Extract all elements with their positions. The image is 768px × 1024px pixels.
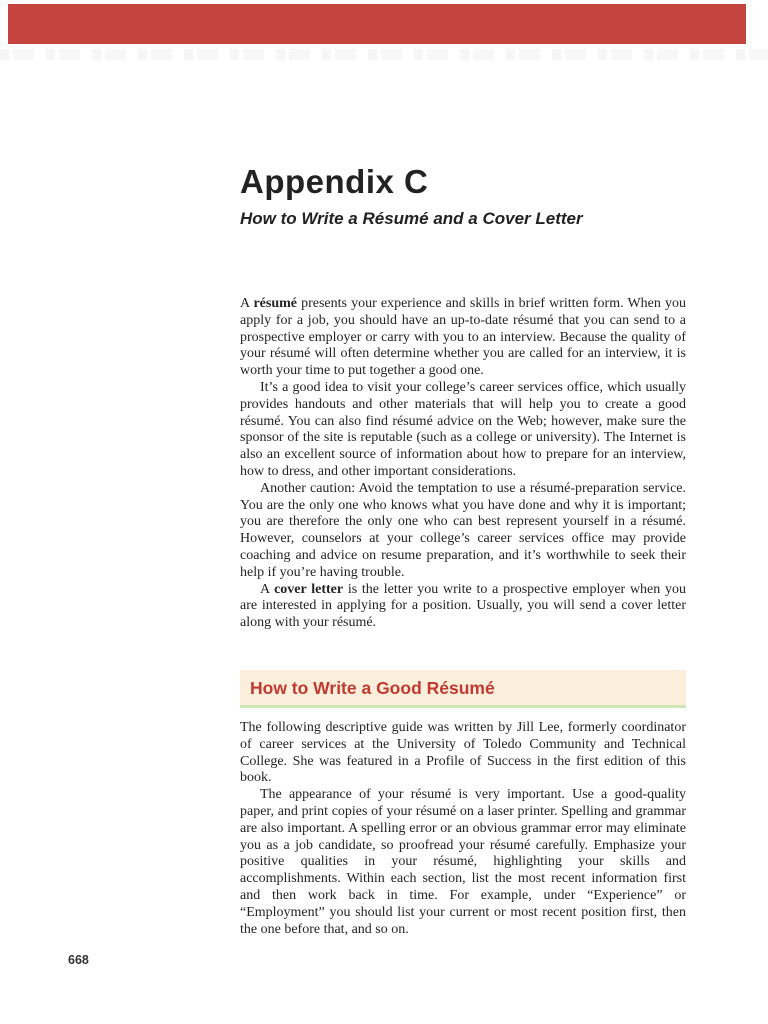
paragraph: It’s a good idea to visit your college’s career services office, which usually provides handouts and other materials that will help you to create a good résumé. You can also find résumé advice on the Web; however, make sure the sponsor of the site is reputable (such as a college or university). The Internet is also an excellent source of information about how to prepare for an interview, how to dress, and other important considerations.	[240, 379, 686, 479]
section-body	[240, 720, 686, 938]
paragraph: The following descriptive guide was written by Jill Lee, formerly coordinator of career services at the University of Toledo Community and Technical College. She was featured in a Profile of Success in the first edition of this book.	[240, 719, 686, 786]
page-number: 668	[68, 953, 89, 967]
text-run: presents your experience and skills in brief written form. When you apply for a job, you should have an up-to-date résumé that you can send to a prospective employer or carry with you to an interview. Because the quality of your résumé will often determine whether you are called for an interview, it is worth your time to put together a good one.	[240, 296, 686, 379]
page-title: Appendix C	[240, 163, 429, 200]
section-heading	[240, 670, 686, 708]
intro-section	[240, 296, 686, 632]
bold-term-resume: résumé	[253, 296, 297, 311]
page-content	[240, 162, 686, 938]
top-banner	[8, 4, 746, 44]
watermark-strip	[0, 49, 768, 60]
bold-term-cover-letter: cover letter	[274, 581, 344, 597]
text-run: is the letter you write to a prospective employer when you are interested in applying for a position. Usually, you will send a cover letter along with your résumé.	[240, 581, 687, 631]
page-subtitle: How to Write a Résumé and a Cover Letter	[240, 209, 583, 228]
paragraph	[240, 296, 686, 380]
paragraph: The appearance of your résumé is very important. Use a good-quality paper, and print copies of your résumé on a laser printer. Spelling and grammar are also important. A spelling error or an obvious grammar error may eliminate you as a job candidate, so proofread your résumé carefully. Emphasize your positive qualities in your résumé, highlighting your skills and accomplishments. Within each section, list the most recent information first and then work back in time. For example, under “Experience” or “Employment” you should list your current or most recent position first, then the one before that, and so on.	[240, 787, 686, 937]
text-run: A	[240, 296, 250, 311]
paragraph: Another caution: Avoid the temptation to use a résumé-preparation service. You are the only one who knows what you have done and why it is important; you are therefore the only one who can best represent yourself in a résumé. However, counselors at your college’s career services office may provide coaching and advice on resume preparation, and it’s worthwhile to seek their help if you’re having trouble.	[240, 480, 686, 580]
text-run: A	[260, 581, 270, 597]
section-heading-label: How to Write a Good Résumé	[250, 677, 495, 698]
paragraph	[240, 582, 686, 632]
